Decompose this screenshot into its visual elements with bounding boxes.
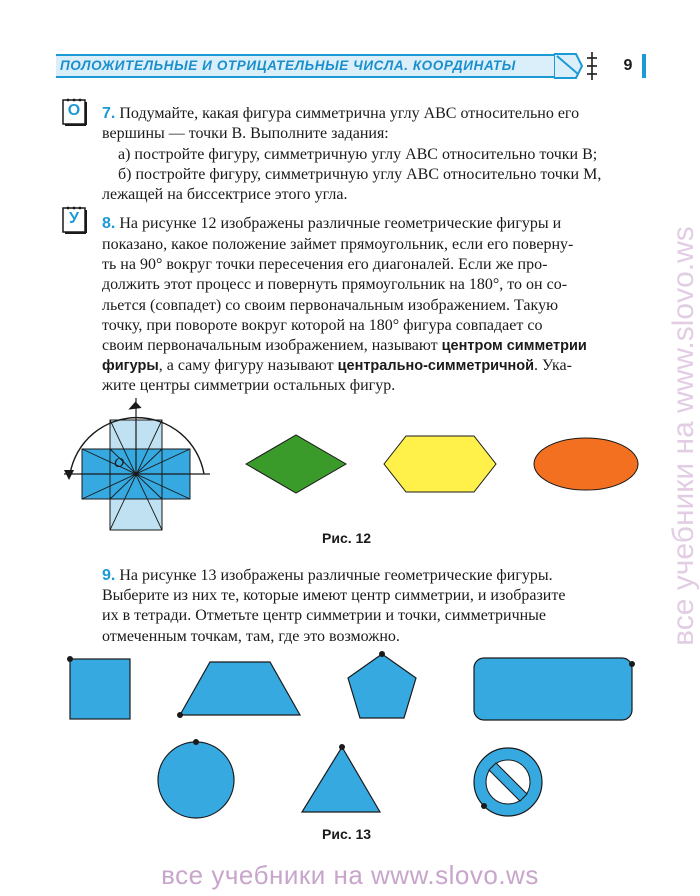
task8-line-4: должить этот процесс и повернуть прямоугольник на 180°, то он со- — [102, 276, 568, 293]
task8-line-5: льется (совпадет) со своим первоначальным изображением. Такую — [102, 297, 559, 314]
task7-line-5: лежащей на биссектрисе этого угла. — [102, 186, 348, 203]
task7-line-4: б) постройте фигуру, симметричную углу ABC относительно точки M, — [118, 166, 602, 183]
term-centrally-symmetric: центрально-симметричной — [337, 358, 535, 374]
task9-number: 9. — [102, 567, 116, 584]
task8-line-7: своим первоначальным изображением, называют центром симметрии — [102, 337, 587, 354]
side-watermark: все учебники на www.slovo.ws — [667, 226, 700, 646]
term-symmetry-center: центром симметрии — [441, 338, 587, 354]
center-label-o: O — [114, 456, 125, 471]
task7-number: 7. — [102, 105, 116, 122]
figure-13-caption: Рис. 13 — [322, 826, 372, 842]
task9-line-2: Выберите из них те, которые имеют центр симметрии, и изобразите — [102, 587, 566, 604]
circle-shape — [158, 739, 234, 818]
task7-line-2: вершины — точки B. Выполните задания: — [102, 125, 389, 142]
square-shape — [67, 656, 130, 719]
prohibition-sign-shape — [474, 748, 542, 816]
task8-line-8: фигуры, а саму фигуру называют центрально-симметричной. Ука- — [102, 357, 572, 374]
task8-line-2: показано, какое положение займет прямоугольник, если его поверну- — [102, 236, 574, 253]
task8-line-9: жите центры симметрии остальных фигур. — [102, 377, 396, 394]
page-number: 9 — [623, 57, 633, 74]
task-badge-u: У — [62, 206, 88, 234]
trapezoid-shape — [177, 662, 300, 718]
task7-line-1: 7. Подумайте, какая фигура симметрична углу ABC относительно его — [102, 105, 580, 122]
task8-line-1: 8. На рисунке 12 изображены различные геометрические фигуры и — [102, 215, 562, 232]
task8-line-6: точку, при повороте вокруг которой на 180° фигура совпадает со — [102, 317, 543, 334]
figure-12-caption: Рис. 12 — [322, 530, 372, 546]
task8-number: 8. — [102, 215, 116, 232]
pentagon-shape — [348, 651, 416, 718]
task8-line-3: ть на 90° вокруг точки пересечения его диагоналей. Если же про- — [102, 256, 548, 273]
task9-line-4: отмеченным точкам, там, где это возможно. — [102, 628, 400, 645]
task7-line-3: а) постройте фигуру, симметричную углу ABC относительно точки B; — [118, 146, 598, 163]
task9-line-1: 9. На рисунке 13 изображены различные геометрические фигуры. — [102, 567, 553, 584]
triangle-shape — [302, 744, 380, 812]
rounded-rectangle-shape — [474, 658, 635, 720]
chapter-title: ПОЛОЖИТЕЛЬНЫЕ И ОТРИЦАТЕЛЬНЫЕ ЧИСЛА. КООРДИНАТЫ — [60, 58, 516, 73]
task9-line-3: их в тетради. Отметьте центр симметрии и точки, симметричные — [102, 607, 547, 624]
task-badge-o: О — [62, 98, 88, 126]
bottom-watermark: все учебники на www.slovo.ws — [161, 860, 539, 890]
